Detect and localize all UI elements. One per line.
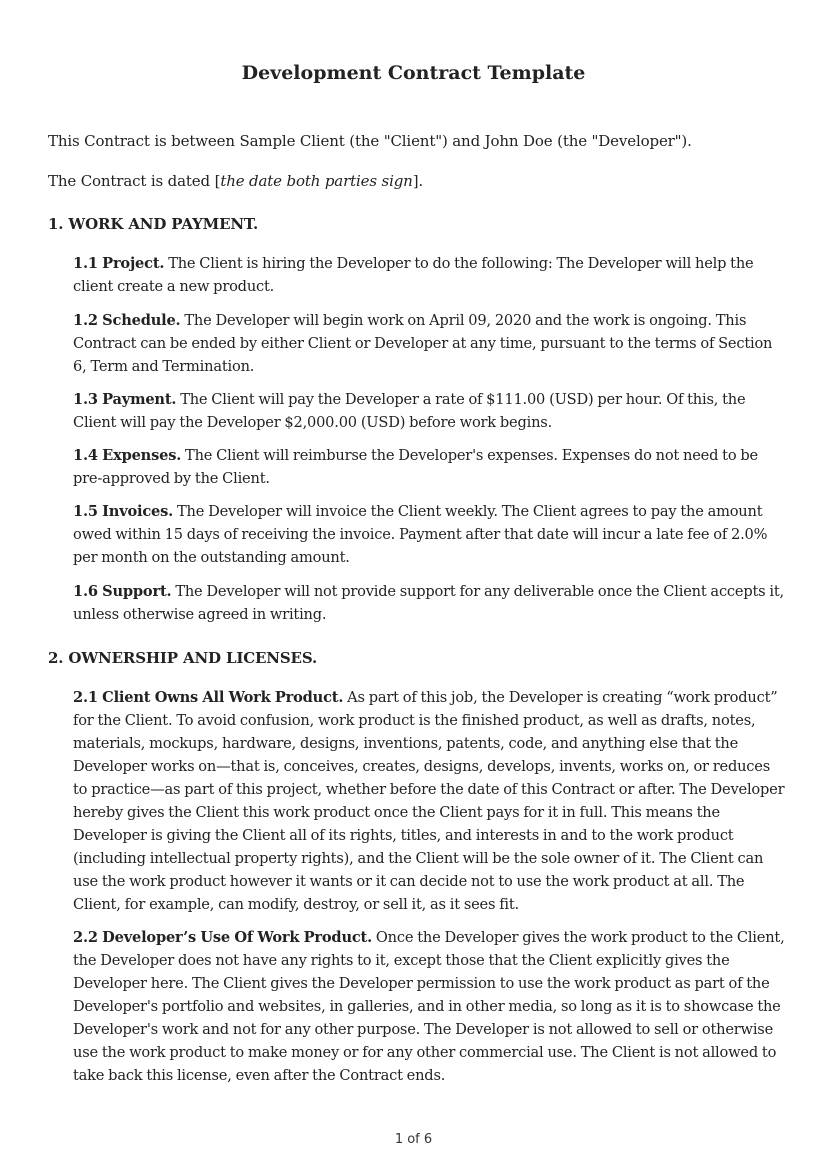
clause-lead: 1.3 Payment.	[73, 391, 177, 408]
clause-text: Once the Developer gives the work product to the Client, the Developer does not have any rights to it, except those that the Client explicitly gives the Developer here. The Client gives the Developer permission to use the work product as part of the Developer's portfolio and websites, in galleries, and in other media, so long as it is to showcase the Developer's work and not for any other purpose. The Developer is not allowed to sell or otherwise use the work product to make money or for any other commercial use. The Client is not allowed to take back this license, even after the Contract ends.	[73, 929, 785, 1084]
clause-text: The Client is hiring the Developer to do the following: The Developer will help the client create a new product.	[73, 255, 754, 295]
clause-lead: 2.1 Client Owns All Work Product.	[73, 689, 344, 706]
intro-date-prefix: The Contract is dated [	[48, 172, 221, 190]
clause-lead: 2.2 Developer’s Use Of Work Product.	[73, 929, 372, 946]
clause-text: As part of this job, the Developer is creating “work product” for the Client. To avoid confusion, work product is the finished product, as well as drafts, notes, materials, mockups, hardware, designs, inventions, patents, code, and anything else that the Developer works on—that is, conceives, creates, designs, develops, invents, works on, or reduces to practice—as part of this project, whether before the date of this Contract or after. The Developer hereby gives the Client this work product once the Client pays for it in full. This means the Developer is giving the Client all of its rights, titles, and interests in and to the work product (including intellectual property rights), and the Client will be the sole owner of it. The Client can use the work product however it wants or it can decide not to use the work product at all. The Client, for example, can modify, destroy, or sell it, as it sees fit.	[73, 689, 785, 913]
clause-text: The Client will pay the Developer a rate of $111.00 (USD) per hour. Of this, the Client will pay the Developer $2,000.00 (USD) before work begins.	[73, 391, 746, 431]
clause-invoices	[73, 500, 785, 569]
document-title: Development Contract Template	[241, 62, 586, 84]
clause-schedule	[73, 309, 785, 378]
intro-date	[48, 170, 788, 193]
clause-lead: 1.1 Project.	[73, 255, 165, 272]
clause-expenses	[73, 444, 785, 490]
section-heading-ownership-and-licenses: 2. OWNERSHIP AND LICENSES.	[48, 649, 318, 667]
clause-project	[73, 252, 785, 298]
clause-lead: 1.6 Support.	[73, 583, 172, 600]
clause-client-owns-work-product	[73, 686, 785, 916]
clause-lead: 1.2 Schedule.	[73, 312, 181, 329]
clause-lead: 1.5 Invoices.	[73, 503, 174, 520]
clause-text: The Developer will not provide support for any deliverable once the Client accepts it, unless otherwise agreed in writing.	[73, 583, 784, 623]
clause-text: The Developer will invoice the Client weekly. The Client agrees to pay the amount owed within 15 days of receiving the invoice. Payment after that date will incur a late fee of 2.0% per month on the outstanding amount.	[73, 503, 768, 566]
clause-payment	[73, 388, 785, 434]
clause-support	[73, 580, 785, 626]
section-heading-work-and-payment: 1. WORK AND PAYMENT.	[48, 215, 259, 233]
clause-lead: 1.4 Expenses.	[73, 447, 182, 464]
clause-text: The Client will reimburse the Developer's expenses. Expenses do not need to be pre-approved by the Client.	[73, 447, 758, 487]
intro-parties: This Contract is between Sample Client (the "Client") and John Doe (the "Developer").	[48, 132, 692, 150]
clause-developer-use-of-work-product	[73, 926, 785, 1087]
intro-date-suffix: ].	[412, 172, 424, 190]
page-indicator: 1 of 6	[394, 1132, 433, 1147]
intro-date-placeholder: the date both parties sign	[220, 172, 413, 190]
clause-text: The Developer will begin work on April 09, 2020 and the work is ongoing. This Contract can be ended by either Client or Developer at any time, pursuant to the terms of Section 6, Term and Termination.	[73, 312, 773, 375]
